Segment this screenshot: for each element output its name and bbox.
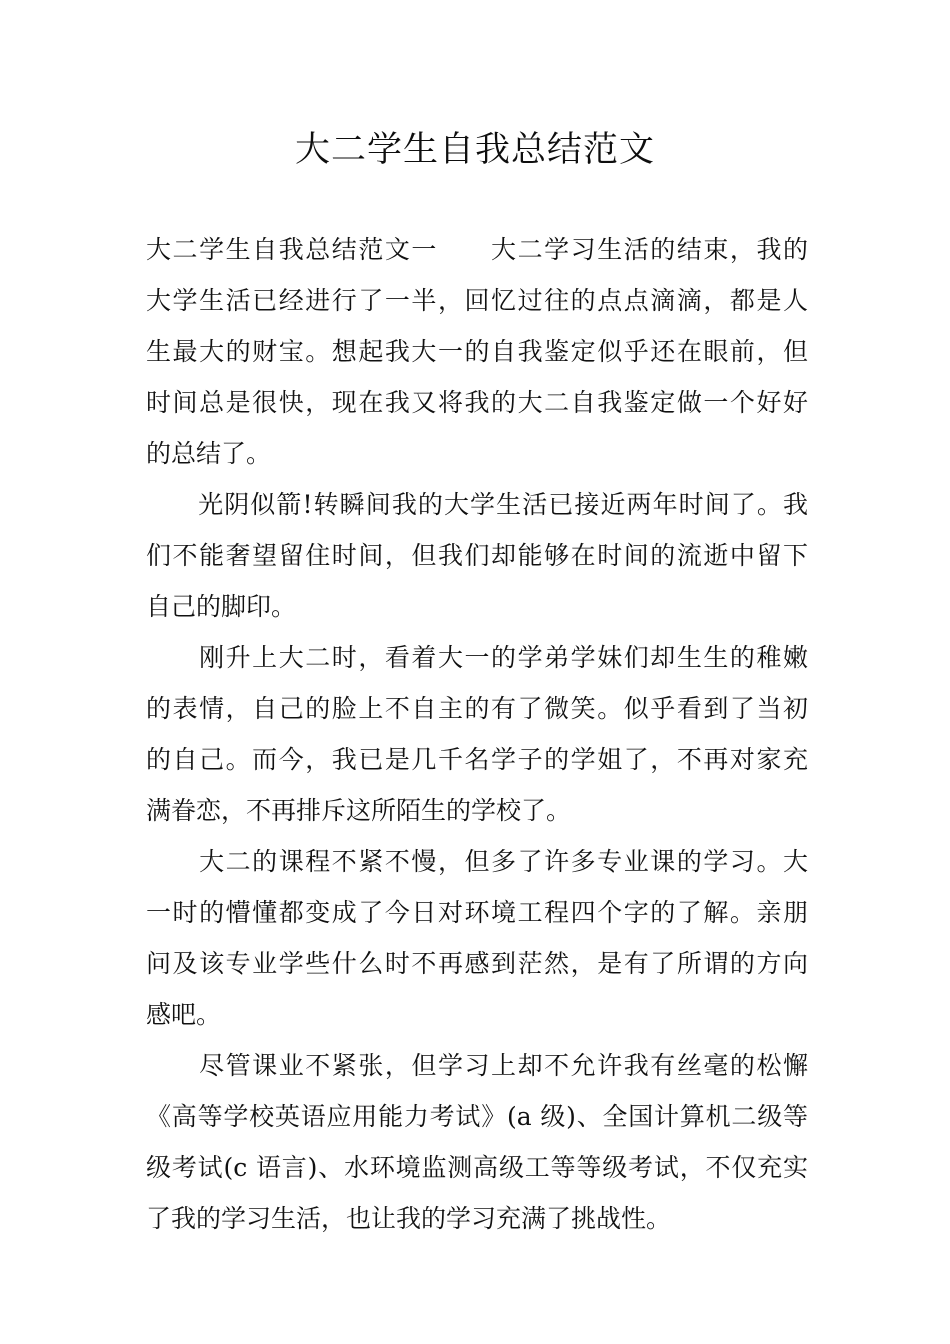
text-line: 问及该专业学些什么时不再感到茫然，是有了所谓的方向: [146, 949, 808, 978]
text-line: 的总结了。: [146, 439, 272, 468]
text-line: 自己的脚印。: [146, 592, 297, 621]
document-body: [146, 224, 808, 1244]
paragraph-4: [146, 836, 808, 1040]
document-title: 大二学生自我总结范文: [294, 130, 655, 170]
text-line: 尽管课业不紧张，但学习上却不允许我有丝毫的松懈: [146, 1051, 808, 1080]
text-line: 《高等学校英语应用能力考试》(a 级)、全国计算机二级等: [146, 1102, 808, 1131]
text-line: 光阴似箭!转瞬间我的大学生活已接近两年时间了。我: [146, 490, 808, 519]
text-line: 了我的学习生活，也让我的学习充满了挑战性。: [146, 1204, 672, 1233]
text-line: 们不能奢望留住时间，但我们却能够在时间的流逝中留下: [146, 541, 808, 570]
text-line: 级考试(c 语言)、水环境监测高级工等等级考试，不仅充实: [146, 1153, 808, 1182]
text-line: 满眷恋，不再排斥这所陌生的学校了。: [146, 796, 572, 825]
paragraph-3: [146, 632, 808, 836]
paragraph-1: [146, 224, 808, 479]
text-line: 时间总是很快，现在我又将我的大二自我鉴定做一个好好: [146, 388, 808, 417]
text-line: 大二的课程不紧不慢，但多了许多专业课的学习。大: [146, 847, 808, 876]
text-line: 大学生活已经进行了一半，回忆过往的点点滴滴，都是人: [146, 286, 808, 315]
text-line: 大二学生自我总结范文一 大二学习生活的结束，我的: [146, 235, 808, 264]
text-line: 感吧。: [146, 1000, 222, 1029]
text-line: 的表情，自己的脸上不自主的有了微笑。似乎看到了当初: [146, 694, 808, 723]
text-line: 一时的懵懂都变成了今日对环境工程四个字的了解。亲朋: [146, 898, 808, 927]
paragraph-2: [146, 479, 808, 632]
text-line: 刚升上大二时，看着大一的学弟学妹们却生生的稚嫩: [146, 643, 808, 672]
text-line: 的自己。而今，我已是几千名学子的学姐了，不再对家充: [146, 745, 808, 774]
text-line: 生最大的财宝。想起我大一的自我鉴定似乎还在眼前，但: [146, 337, 808, 366]
paragraph-5: [146, 1040, 808, 1244]
